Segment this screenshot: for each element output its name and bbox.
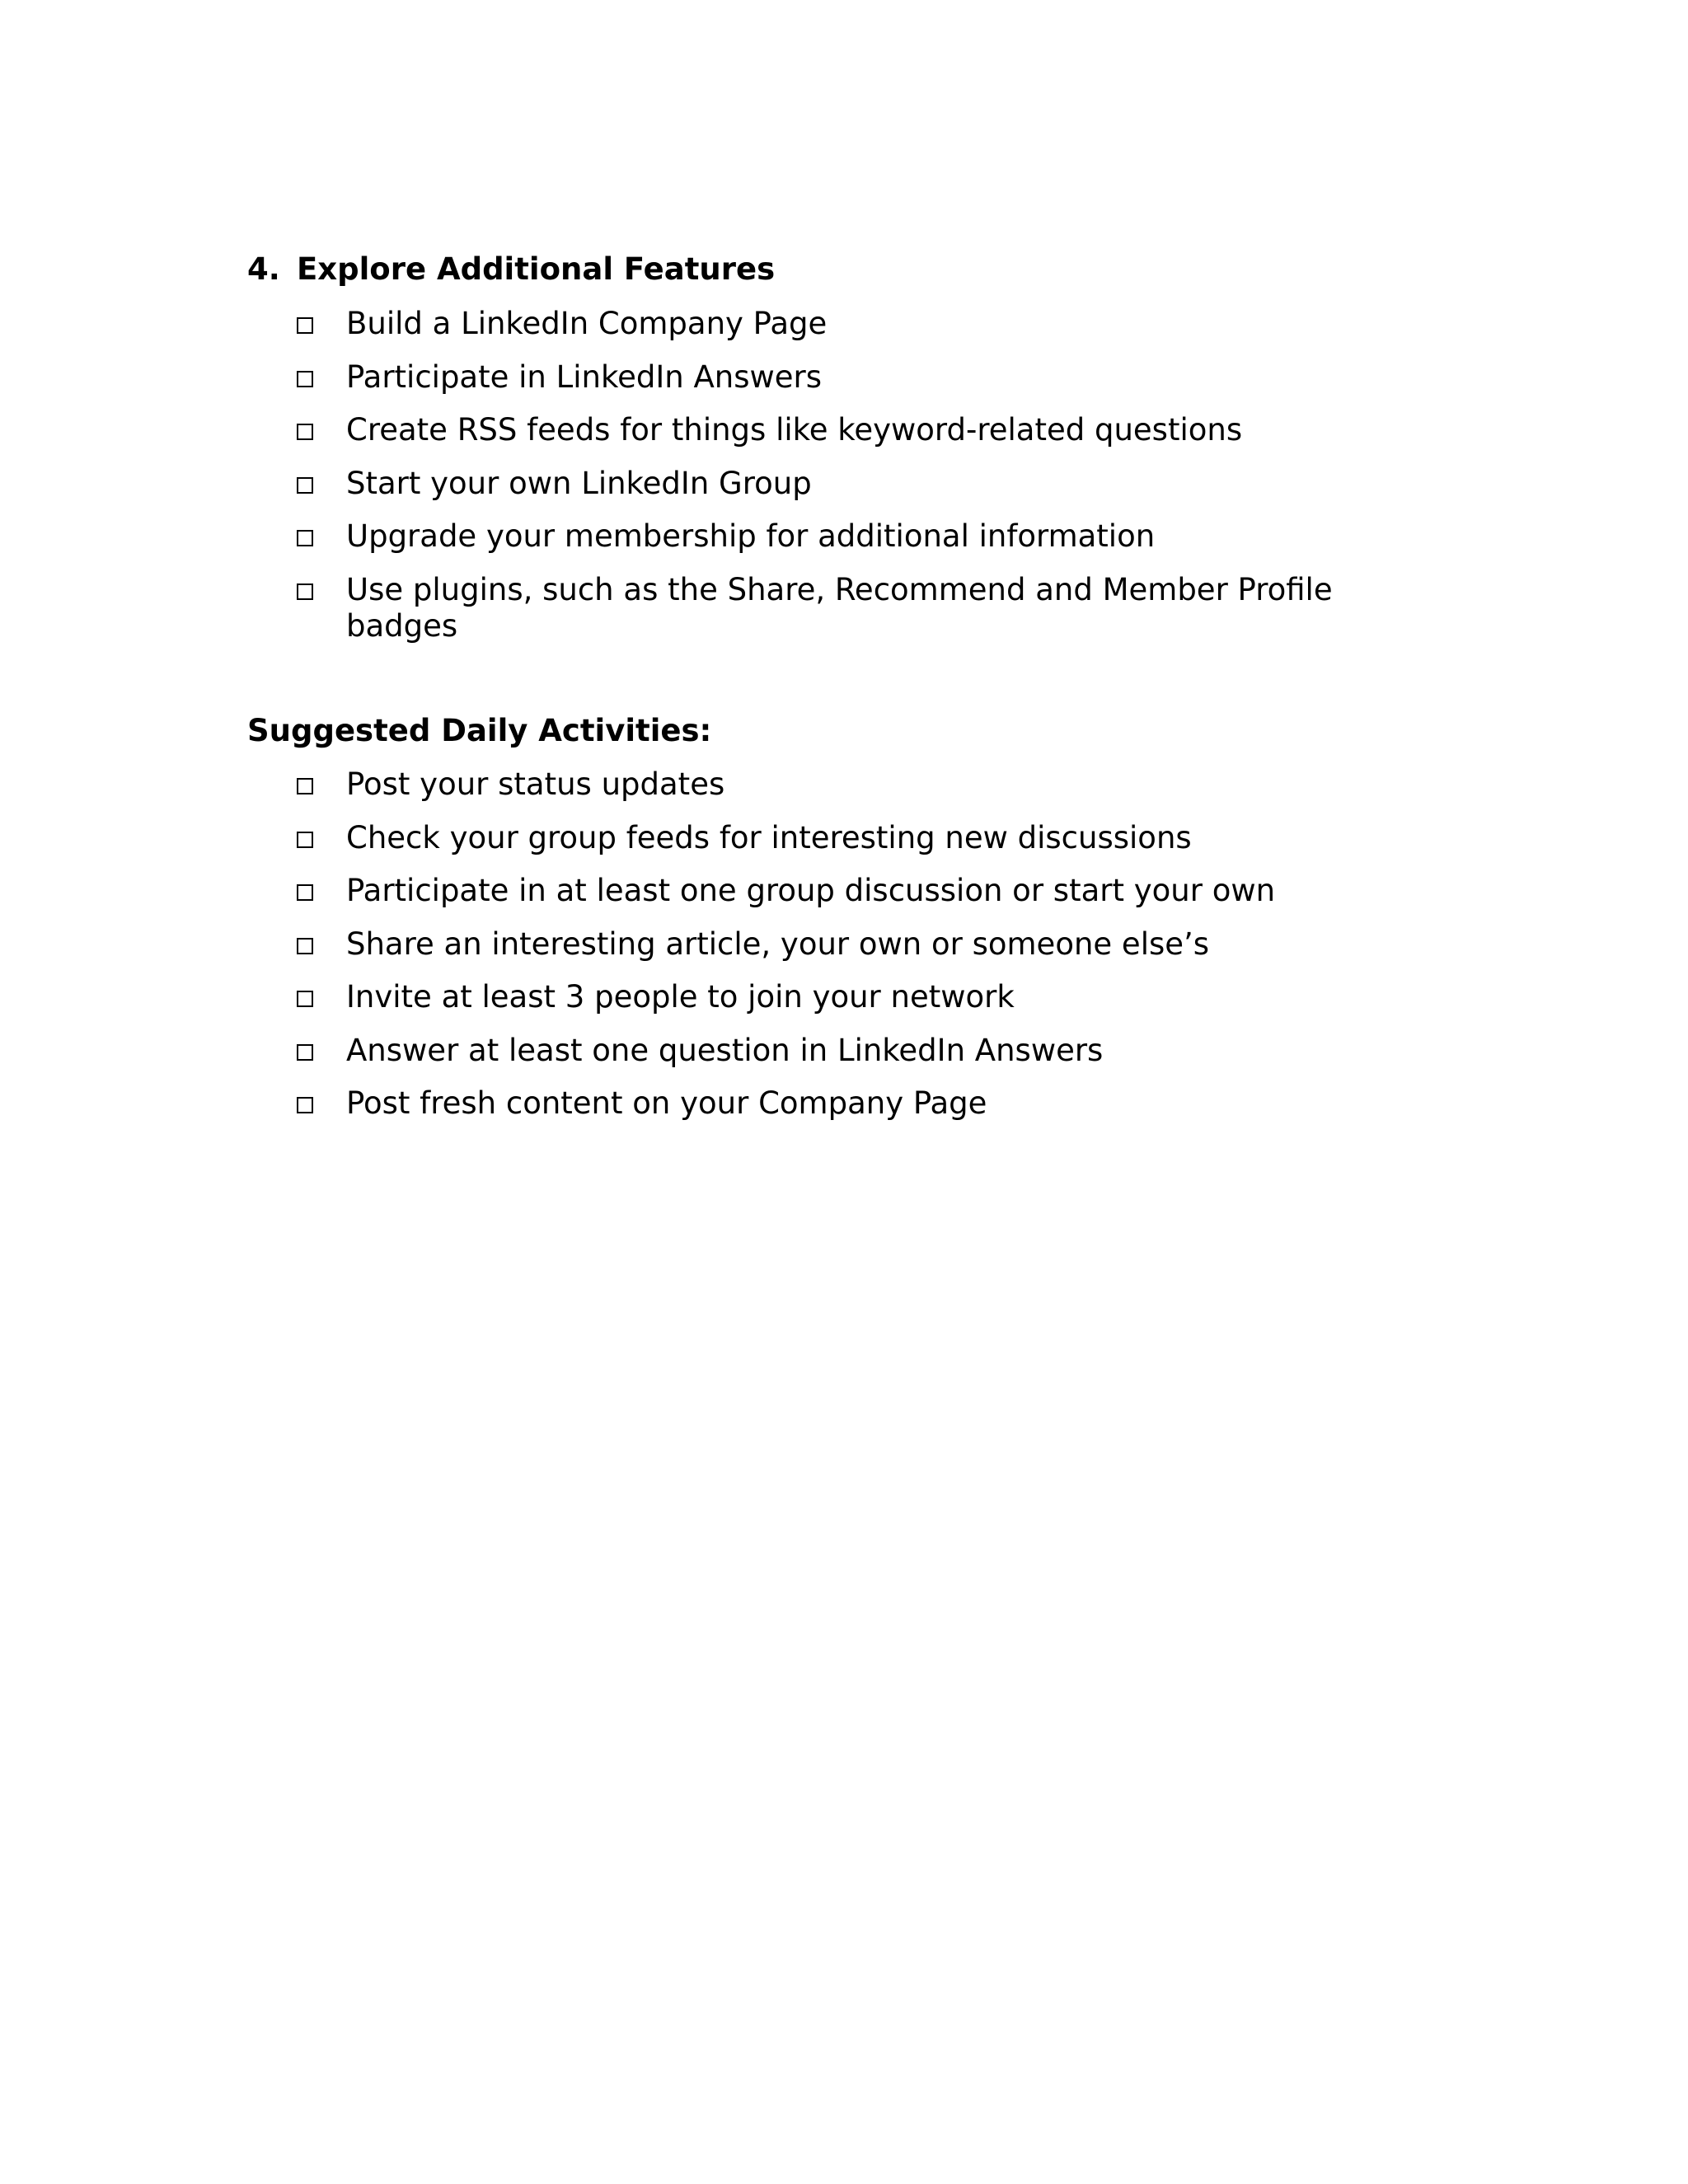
- checkbox-icon[interactable]: [297, 583, 313, 600]
- checkbox-icon[interactable]: [297, 778, 313, 794]
- checklist-item-label: Participate in at least one group discussion or start your own: [346, 873, 1276, 908]
- checklist-item: [297, 1033, 1451, 1069]
- checkbox-icon[interactable]: [297, 371, 313, 387]
- checklist-item-label: Share an interesting article, your own or someone else’s: [346, 926, 1210, 962]
- checklist-item: [297, 466, 1451, 502]
- checklist-item: [297, 873, 1451, 909]
- checklist-item: [297, 766, 1451, 803]
- explore-features-checklist: [297, 306, 1451, 644]
- checklist-item-label: Post fresh content on your Company Page: [346, 1085, 987, 1121]
- section-heading-daily-activities: [247, 713, 711, 749]
- section-number: 4.: [247, 251, 280, 287]
- checklist-item-label: Use plugins, such as the Share, Recommend and Member Profile badges: [346, 571, 1333, 644]
- checklist-item-label: Upgrade your membership for additional information: [346, 518, 1156, 554]
- checkbox-icon[interactable]: [297, 991, 313, 1007]
- checklist-item: [297, 979, 1451, 1015]
- checklist-item: [297, 1085, 1451, 1122]
- section-title: Suggested Daily Activities:: [247, 713, 712, 748]
- checklist-item: [297, 572, 1451, 644]
- checkbox-icon[interactable]: [297, 1044, 313, 1061]
- checklist-item-label: Check your group feeds for interesting new discussions: [346, 819, 1192, 855]
- checklist-item: [297, 412, 1451, 448]
- checkbox-icon[interactable]: [297, 1097, 313, 1113]
- checklist-item-label: Invite at least 3 people to join your network: [346, 979, 1015, 1015]
- checklist-item-label: Build a LinkedIn Company Page: [346, 306, 828, 341]
- checklist-item: [297, 518, 1451, 555]
- checklist-item: [297, 926, 1451, 963]
- checklist-item-label: Answer at least one question in LinkedIn Answers: [346, 1032, 1104, 1068]
- checkbox-icon[interactable]: [297, 938, 313, 954]
- daily-activities-checklist: [297, 766, 1451, 1122]
- checklist-item-label: Create RSS feeds for things like keyword-related questions: [346, 412, 1243, 448]
- checkbox-icon[interactable]: [297, 477, 313, 494]
- checklist-item: [297, 306, 1451, 342]
- section-heading-explore-features: [247, 251, 775, 288]
- checklist-item: [297, 820, 1451, 856]
- checkbox-icon[interactable]: [297, 530, 313, 546]
- checklist-item-label: Post your status updates: [346, 766, 725, 802]
- checklist-item-label: Participate in LinkedIn Answers: [346, 359, 823, 395]
- checkbox-icon[interactable]: [297, 884, 313, 901]
- checklist-item: [297, 359, 1451, 396]
- checkbox-icon[interactable]: [297, 832, 313, 848]
- section-title: Explore Additional Features: [297, 251, 776, 287]
- checkbox-icon[interactable]: [297, 424, 313, 440]
- checklist-item-label: Start your own LinkedIn Group: [346, 465, 812, 501]
- checkbox-icon[interactable]: [297, 317, 313, 334]
